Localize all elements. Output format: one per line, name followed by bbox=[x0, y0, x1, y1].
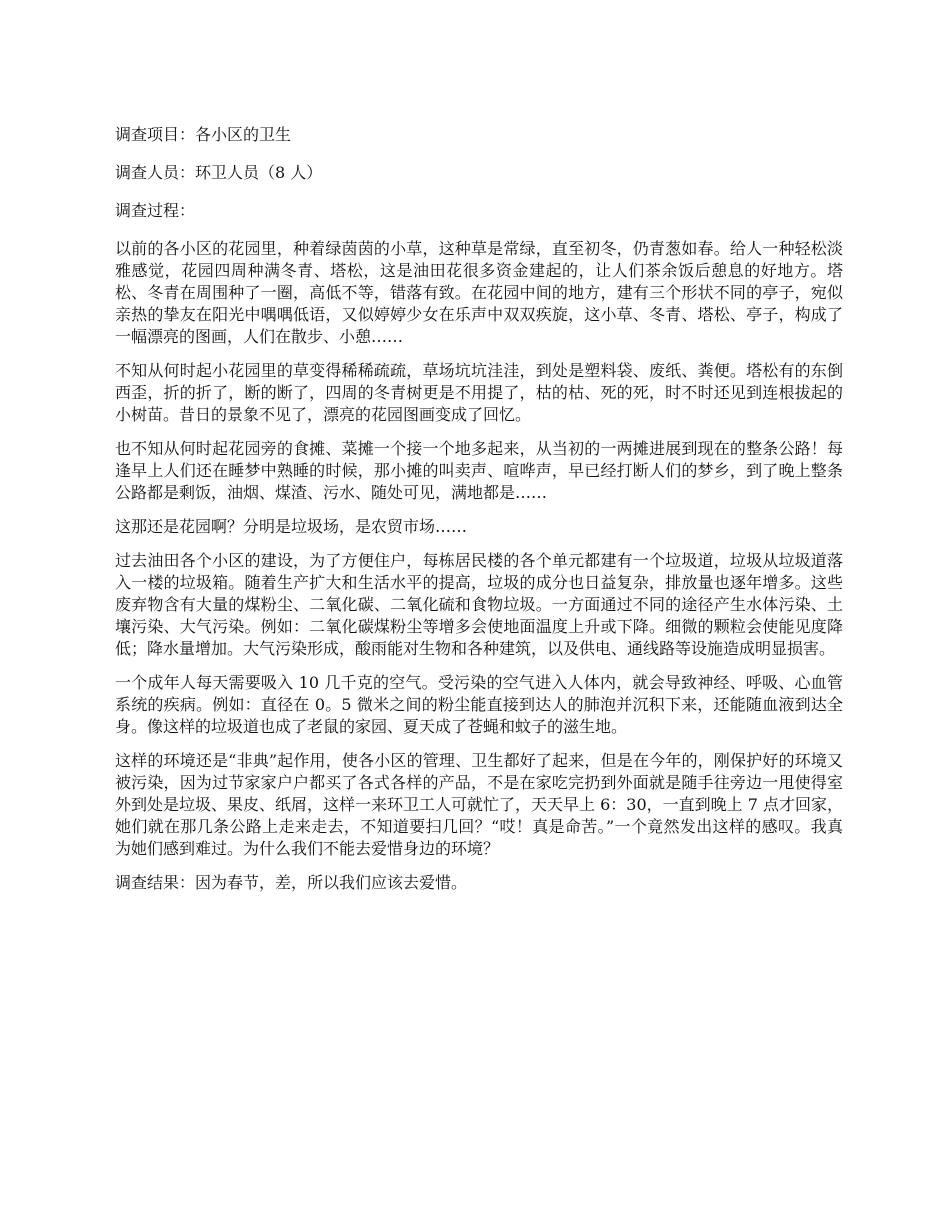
survey-project: 调查项目：各小区的卫生 bbox=[115, 125, 292, 144]
paragraph-air-health: 一个成年人每天需要吸入 10 几千克的空气。受污染的空气进入人体内，就会导致神经、呼吸、心血管系统的疾病。例如：直径在 0。5 微米之间的粉尘能直接到达人的肺泡并沉积下来，还能随血液到达全身。像这样的垃圾道也成了老鼠的家园、夏天成了苍蝇和蚊子的滋生地。 bbox=[115, 673, 843, 736]
document-page bbox=[115, 124, 843, 906]
survey-result: 调查结果：因为春节，差，所以我们应该去爱惜。 bbox=[115, 873, 468, 892]
paragraph-garden-decline: 不知从何时起小花园里的草变得稀稀疏疏，草场坑坑洼洼，到处是塑料袋、废纸、粪便。塔松有的东倒西歪，折的折了，断的断了，四周的冬青树更是不用提了，枯的枯、死的死，时不时还见到连根拔起的小树苗。昔日的景象不见了，漂亮的花园图画变成了回忆。 bbox=[115, 361, 843, 424]
paragraph-garbage-market: 这那还是花园啊？分明是垃圾场，是农贸市场…… bbox=[115, 517, 468, 536]
paragraph-food-stalls: 也不知从何时起花园旁的食摊、菜摊一个接一个地多起来，从当初的一两摊进展到现在的整条公路！每逢早上人们还在睡梦中熟睡的时候，那小摊的叫卖声、喧哗声，早已经打断人们的梦乡，到了晚上整条公路都是剩饭，油烟、煤渣、污水、随处可见，满地都是…… bbox=[115, 439, 843, 502]
survey-personnel: 调查人员：环卫人员（8 人） bbox=[115, 163, 323, 182]
paragraph-festival-pollution: 这样的环境还是“非典”起作用，使各小区的管理、卫生都好了起来，但是在今年的，刚保护好的环境又被污染，因为过节家家户户都买了各式各样的产品，不是在家吃完扔到外面就是随手往旁边一甩使得室外到处是垃圾、果皮、纸屑，这样一来环卫工人可就忙了，天天早上 6：30，一直到晚上 7 点才回家，她们就在那几条公路上走来走去，不知道要扫几回？“哎！真是命苦。”一个竟然发出这样的感叹。我真为她们感到难过。为什么我们不能去爱惜身边的环境？ bbox=[115, 751, 843, 858]
survey-process-label: 调查过程： bbox=[115, 201, 196, 220]
paragraph-garbage-chute: 过去油田各个小区的建设，为了方便住户，每栋居民楼的各个单元都建有一个垃圾道，垃圾从垃圾道落入一楼的垃圾箱。随着生产扩大和生活水平的提高，垃圾的成分也日益复杂，排放量也逐年增多。这些废弃物含有大量的煤粉尘、二氧化碳、二氧化硫和食物垃圾。一方面通过不同的途径产生水体污染、土壤污染、大气污染。例如：二氧化碳煤粉尘等增多会使地面温度上升或下降。细微的颗粒会使能见度降低；降水量增加。大气污染形成，酸雨能对生物和各种建筑，以及供电、通线路等设施造成明显损害。 bbox=[115, 551, 843, 658]
paragraph-garden-past: 以前的各小区的花园里，种着绿茵茵的小草，这种草是常绿，直至初冬，仍青葱如春。给人一种轻松淡雅感觉，花园四周种满冬青、塔松，这是油田花很多资金建起的，让人们茶余饭后憩息的好地方。塔松、冬青在周围种了一圈，高低不等，错落有致。在花园中间的地方，建有三个形状不同的亭子，宛似亲热的挚友在阳光中喁喁低语，又似婷婷少女在乐声中双双疾旋，这小草、冬青、塔松、亭子，构成了一幅漂亮的图画，人们在散步、小憩…… bbox=[115, 239, 843, 346]
